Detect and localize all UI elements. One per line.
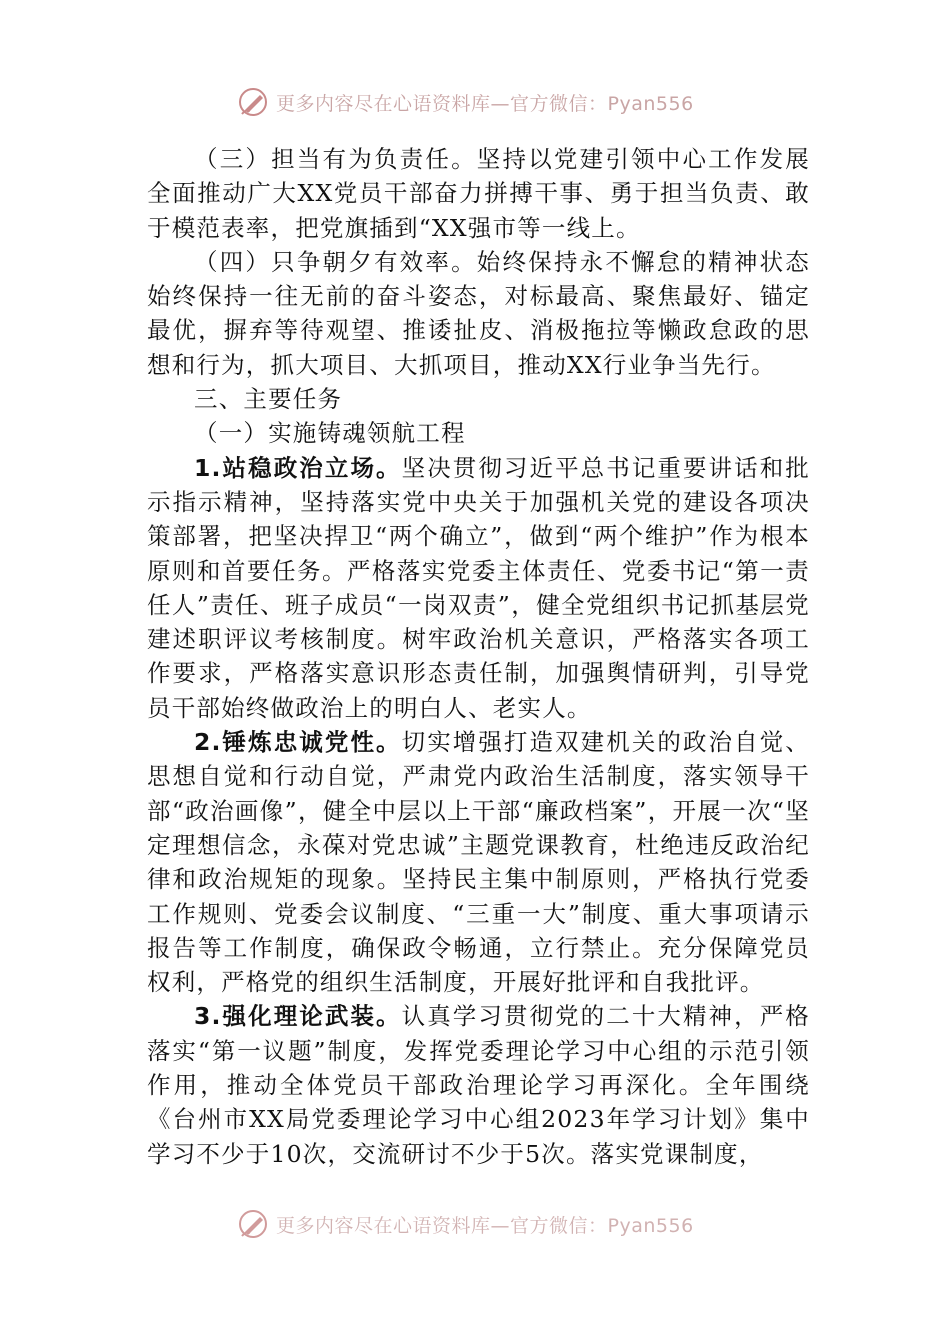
item-title: 2.锤炼忠诚党性。 bbox=[194, 728, 402, 757]
paragraph-text: 始终保持永不懈怠的精神状态始终保持一往无前的奋斗姿态，对标最高、聚焦最好、锚定最优，摒弃等待观望、推诿扯皮、消极拖拉等懒政怠政的思想和行为，抓大项目、大抓项目，推动XX行业争当先行。 bbox=[147, 247, 810, 379]
watermark-text: 更多内容尽在心语资料库—官方微信：Pyan556 bbox=[276, 1214, 694, 1237]
watermark-top bbox=[236, 82, 694, 122]
pen-logo-icon bbox=[236, 1207, 270, 1241]
watermark-bottom bbox=[236, 1204, 694, 1244]
watermark-text: 更多内容尽在心语资料库—官方微信：Pyan556 bbox=[276, 92, 694, 115]
paragraph-lead: （三）担当有为负责任。 bbox=[194, 145, 477, 173]
paragraph-text: 切实增强打造双建机关的政治自觉、思想自觉和行动自觉，严肃党内政治生活制度，落实领导干部“政治画像”，健全中层以上干部“廉政档案”，开展一次“坚定理想信念，永葆对党忠诚”主题党课教育，杜绝违反政治纪律和政治规矩的现象。坚持民主集中制原则，严格执行党委工作规则、党委会议制度、“三重一大”制度、重大事项请示报告等工作制度，确保政令畅通，立行禁止。充分保障党员权利，严格党的组织生活制度，开展好批评和自我批评。 bbox=[147, 728, 810, 997]
document-body bbox=[147, 142, 810, 1171]
pen-logo-icon bbox=[236, 85, 270, 119]
section-heading: 三、主要任务 bbox=[194, 385, 343, 414]
paragraph-text: 坚持以党建引领中心工作发展全面推动广大XX党员干部奋力拼搏干事、勇于担当负责、敢于模范表率，把党旗插到“XX强市等一线上。 bbox=[147, 145, 810, 242]
paragraph-item-1 bbox=[147, 451, 810, 725]
paragraph-responsibility bbox=[147, 142, 810, 245]
paragraph-text: 坚决贯彻习近平总书记重要讲话和批示指示精神，坚持落实党中央关于加强机关党的建设各项决策部署，把坚决捍卫“两个确立”，做到“两个维护”作为根本原则和首要任务。严格落实党委主体责任、党委书记“第一责任人”责任、班子成员“一岗双责”，健全党组织书记抓基层党建述职评议考核制度。树牢政治机关意识，严格落实各项工作要求，严格落实意识形态责任制，加强舆情研判，引导党员干部始终做政治上的明白人、老实人。 bbox=[147, 453, 810, 722]
item-title: 1.站稳政治立场。 bbox=[194, 453, 402, 482]
subsection-heading: （一）实施铸魂领航工程 bbox=[194, 419, 466, 448]
item-title: 3.强化理论武装。 bbox=[194, 1002, 402, 1031]
paragraph-lead: （四）只争朝夕有效率。 bbox=[194, 247, 477, 276]
paragraph-text: 认真学习贯彻党的二十大精神，严格落实“第一议题”制度，发挥党委理论学习中心组的示范引领作用，推动全体党员干部政治理论学习再深化。全年围绕《台州市XX局党委理论学习中心组2023年学习计划》集中学习不少于10次，交流研讨不少于5次。落实党课制度， bbox=[147, 1002, 810, 1168]
paragraph-item-3 bbox=[147, 999, 810, 1170]
paragraph-efficiency bbox=[147, 245, 810, 382]
paragraph-item-2 bbox=[147, 725, 810, 999]
